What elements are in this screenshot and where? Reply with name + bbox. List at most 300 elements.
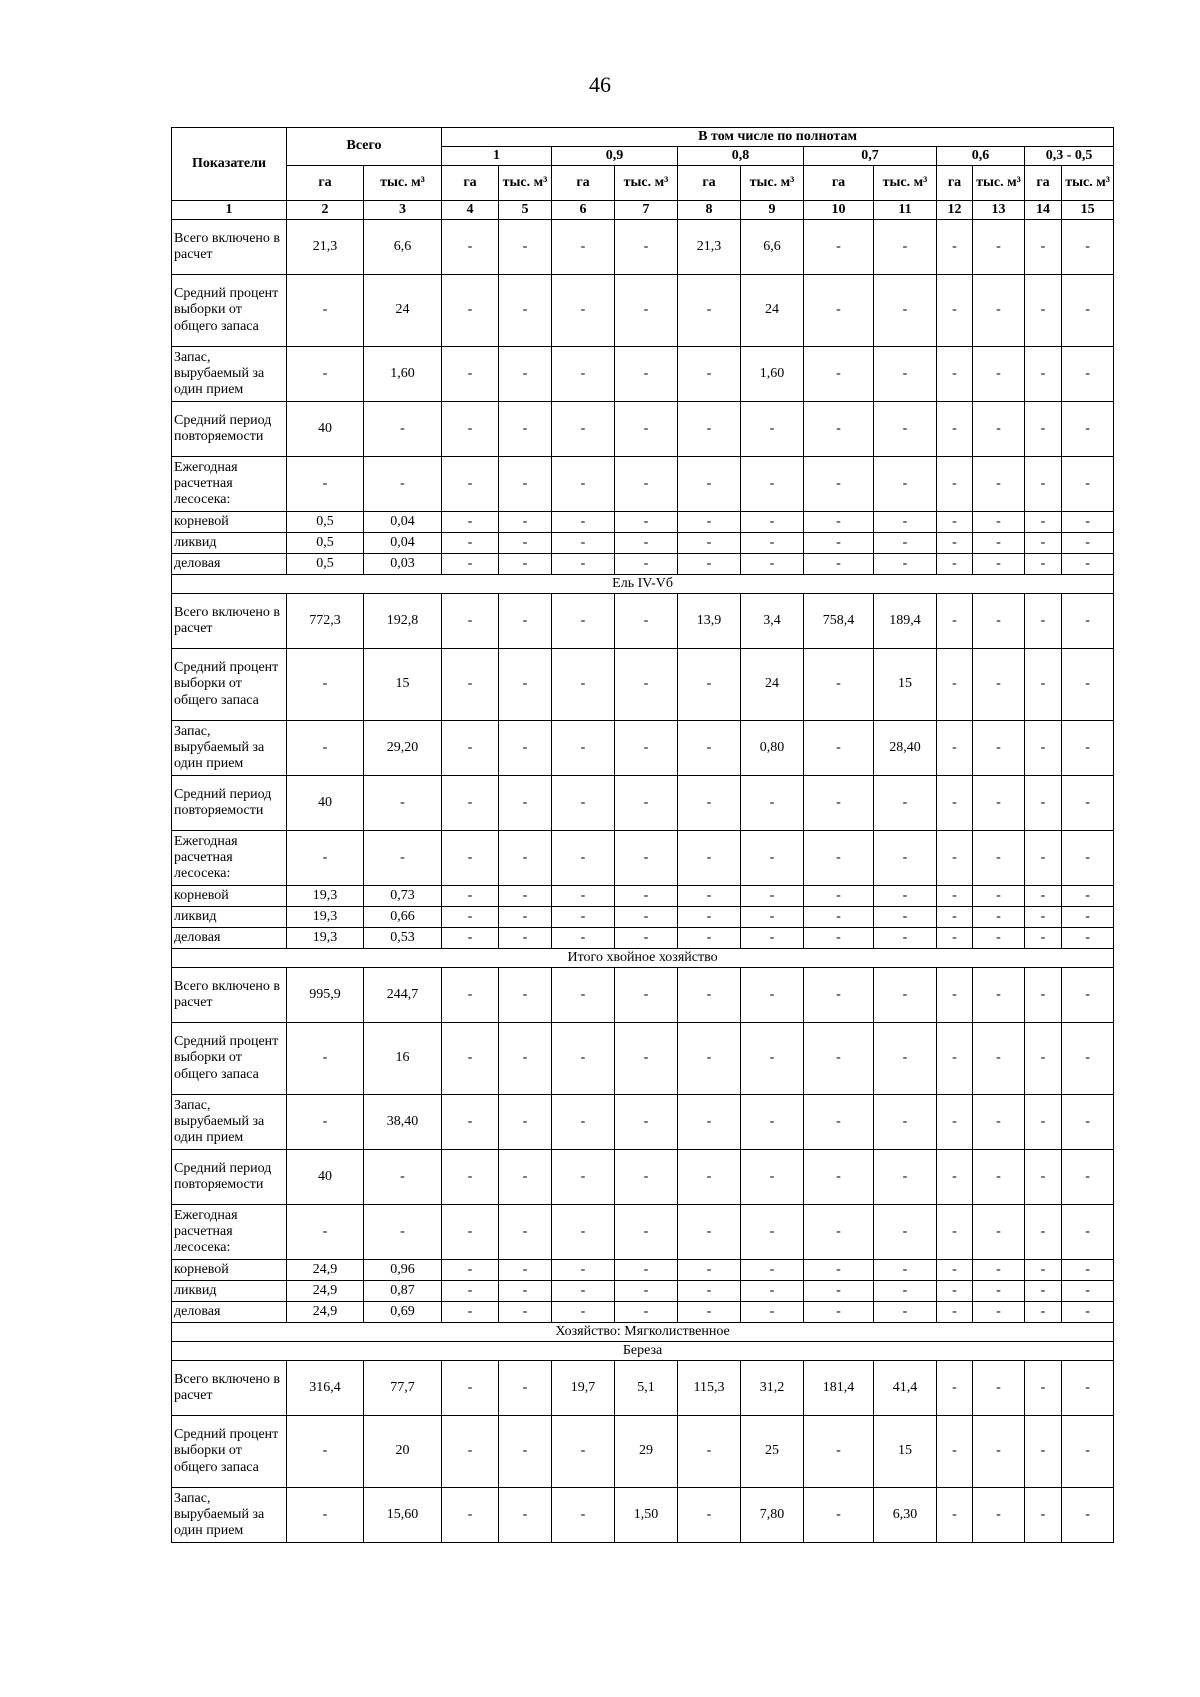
table-cell: -: [937, 831, 973, 886]
table-cell: -: [287, 831, 364, 886]
table-cell: -: [442, 721, 499, 776]
table-cell: 316,4: [287, 1361, 364, 1416]
table-cell: -: [615, 1150, 678, 1205]
table-cell: -: [442, 220, 499, 275]
table-cell: -: [552, 554, 615, 575]
row-label: деловая: [172, 1302, 287, 1323]
section-row: [172, 1323, 1114, 1342]
table-cell: 19,3: [287, 928, 364, 949]
table-row: [172, 968, 1114, 1023]
table-cell: -: [1025, 831, 1062, 886]
table-cell: 24,9: [287, 1302, 364, 1323]
header-total: Всего: [287, 128, 442, 166]
table-cell: 29: [615, 1416, 678, 1488]
table-cell: -: [1025, 594, 1062, 649]
header-density-0-6: 0,6: [937, 147, 1025, 166]
table-cell: -: [874, 831, 937, 886]
table-cell: -: [287, 649, 364, 721]
row-label: ликвид: [172, 533, 287, 554]
table-cell: -: [678, 1023, 741, 1095]
table-cell: -: [741, 1205, 804, 1260]
table-cell: -: [552, 831, 615, 886]
table-cell: 40: [287, 402, 364, 457]
row-label: Всего включено в расчет: [172, 968, 287, 1023]
table-cell: -: [804, 1416, 874, 1488]
table-cell: -: [1025, 1361, 1062, 1416]
table-cell: -: [874, 1023, 937, 1095]
table-cell: -: [1025, 1023, 1062, 1095]
row-label: Средний период повторяемости: [172, 1150, 287, 1205]
header-unit-ha: га: [1025, 166, 1062, 201]
table-cell: 1,60: [364, 347, 442, 402]
table-cell: -: [874, 1302, 937, 1323]
table-cell: -: [678, 347, 741, 402]
table-cell: -: [678, 402, 741, 457]
table-cell: -: [937, 512, 973, 533]
table-cell: 189,4: [874, 594, 937, 649]
table-cell: -: [741, 1302, 804, 1323]
table-row: [172, 721, 1114, 776]
header-column-numbers-row: [172, 201, 1114, 220]
row-label: Запас, вырубаемый за один прием: [172, 1488, 287, 1543]
header-density-0-9: 0,9: [552, 147, 678, 166]
row-label: Средний период повторяемости: [172, 776, 287, 831]
table-cell: 0,96: [364, 1260, 442, 1281]
table-cell: -: [937, 347, 973, 402]
header-unit-ha: га: [678, 166, 741, 201]
table-cell: -: [552, 1302, 615, 1323]
table-cell: -: [287, 1023, 364, 1095]
table-cell: -: [1062, 220, 1114, 275]
table-cell: -: [874, 1095, 937, 1150]
table-cell: -: [364, 1205, 442, 1260]
header-column-number: 3: [364, 201, 442, 220]
table-cell: -: [874, 1205, 937, 1260]
table-cell: -: [937, 1150, 973, 1205]
table-cell: -: [1025, 907, 1062, 928]
table-cell: -: [678, 554, 741, 575]
table-cell: 0,5: [287, 554, 364, 575]
row-label: Средний процент выборки от общего запаса: [172, 275, 287, 347]
table-cell: -: [499, 649, 552, 721]
table-cell: -: [1062, 457, 1114, 512]
table-cell: -: [973, 402, 1025, 457]
table-cell: -: [937, 533, 973, 554]
table-cell: -: [741, 928, 804, 949]
header-by-density: В том числе по полнотам: [442, 128, 1114, 147]
table-cell: -: [442, 907, 499, 928]
table-cell: -: [287, 347, 364, 402]
table-cell: -: [552, 1205, 615, 1260]
table-cell: 6,6: [741, 220, 804, 275]
table-cell: 24: [741, 649, 804, 721]
table-cell: -: [804, 457, 874, 512]
table-cell: -: [973, 776, 1025, 831]
table-cell: -: [973, 1023, 1025, 1095]
table-cell: -: [741, 907, 804, 928]
table-cell: -: [741, 554, 804, 575]
section-row: [172, 949, 1114, 968]
table-cell: -: [552, 402, 615, 457]
table-cell: -: [442, 347, 499, 402]
table-cell: -: [552, 968, 615, 1023]
table-cell: 19,7: [552, 1361, 615, 1416]
table-cell: -: [874, 886, 937, 907]
table-cell: -: [615, 457, 678, 512]
table-cell: -: [1025, 1416, 1062, 1488]
table-cell: -: [973, 533, 1025, 554]
table-row: [172, 1416, 1114, 1488]
table-row: [172, 275, 1114, 347]
table-cell: -: [615, 594, 678, 649]
table-row: [172, 220, 1114, 275]
table-cell: -: [937, 776, 973, 831]
table-cell: 6,6: [364, 220, 442, 275]
section-title: Ель IV-Vб: [172, 575, 1114, 594]
row-label: деловая: [172, 554, 287, 575]
table-header: [172, 128, 1114, 220]
table-cell: -: [678, 1150, 741, 1205]
table-cell: -: [741, 533, 804, 554]
table-cell: 38,40: [364, 1095, 442, 1150]
table-cell: -: [1062, 907, 1114, 928]
table-cell: -: [1062, 1260, 1114, 1281]
table-cell: -: [442, 554, 499, 575]
header-column-number: 2: [287, 201, 364, 220]
table-cell: -: [442, 776, 499, 831]
table-cell: -: [287, 1095, 364, 1150]
table-row: [172, 457, 1114, 512]
table-cell: -: [615, 512, 678, 533]
table-cell: -: [804, 1023, 874, 1095]
table-cell: -: [615, 886, 678, 907]
table-cell: -: [552, 1023, 615, 1095]
table-cell: -: [499, 968, 552, 1023]
table-cell: -: [678, 776, 741, 831]
table-cell: -: [615, 1281, 678, 1302]
table-cell: -: [442, 1095, 499, 1150]
table-cell: -: [615, 831, 678, 886]
table-cell: -: [615, 402, 678, 457]
table-cell: -: [499, 347, 552, 402]
table-cell: -: [499, 1095, 552, 1150]
table-cell: -: [973, 831, 1025, 886]
table-cell: 20: [364, 1416, 442, 1488]
header-unit-ha: га: [937, 166, 973, 201]
row-label: корневой: [172, 886, 287, 907]
table-cell: -: [804, 886, 874, 907]
table-cell: -: [552, 649, 615, 721]
table-cell: -: [1062, 554, 1114, 575]
table-cell: 0,73: [364, 886, 442, 907]
table-cell: -: [678, 907, 741, 928]
table-cell: 181,4: [804, 1361, 874, 1416]
table-cell: -: [552, 1260, 615, 1281]
row-label: Всего включено в расчет: [172, 594, 287, 649]
table-cell: -: [937, 968, 973, 1023]
table-cell: -: [552, 907, 615, 928]
table-cell: 77,7: [364, 1361, 442, 1416]
table-cell: -: [615, 1023, 678, 1095]
table-cell: -: [678, 886, 741, 907]
table-cell: -: [615, 554, 678, 575]
table-cell: -: [678, 512, 741, 533]
table-cell: -: [1062, 347, 1114, 402]
table-cell: -: [552, 886, 615, 907]
table-cell: 19,3: [287, 907, 364, 928]
table-cell: -: [552, 457, 615, 512]
table-cell: -: [442, 1205, 499, 1260]
table-cell: -: [804, 347, 874, 402]
header-column-number: 7: [615, 201, 678, 220]
table-row: [172, 1023, 1114, 1095]
table-cell: -: [1025, 457, 1062, 512]
table-cell: -: [678, 928, 741, 949]
row-label: Запас, вырубаемый за один прием: [172, 347, 287, 402]
table-cell: -: [804, 1488, 874, 1543]
table-cell: -: [937, 1281, 973, 1302]
table-cell: -: [442, 1260, 499, 1281]
table-cell: 0,66: [364, 907, 442, 928]
table-cell: 24: [364, 275, 442, 347]
table-cell: -: [615, 649, 678, 721]
table-cell: -: [804, 831, 874, 886]
header-column-number: 1: [172, 201, 287, 220]
table-cell: -: [1025, 1488, 1062, 1543]
header-unit-thousand-m3: тыс. м³: [973, 166, 1025, 201]
table-cell: -: [741, 1150, 804, 1205]
table-cell: -: [552, 275, 615, 347]
table-cell: -: [1062, 721, 1114, 776]
table-cell: -: [874, 402, 937, 457]
table-cell: -: [499, 533, 552, 554]
row-label: Ежегодная расчетная лесосека:: [172, 831, 287, 886]
table-cell: -: [1025, 275, 1062, 347]
table-cell: -: [499, 275, 552, 347]
table-cell: -: [1025, 402, 1062, 457]
table-cell: -: [1062, 1205, 1114, 1260]
table-cell: -: [741, 457, 804, 512]
header-column-number: 9: [741, 201, 804, 220]
table-cell: -: [804, 1205, 874, 1260]
table-cell: -: [1062, 533, 1114, 554]
table-cell: -: [499, 457, 552, 512]
table-cell: 40: [287, 776, 364, 831]
table-cell: -: [1025, 721, 1062, 776]
table-cell: -: [874, 1281, 937, 1302]
table-cell: -: [874, 1260, 937, 1281]
header-column-number: 11: [874, 201, 937, 220]
table-cell: -: [1025, 533, 1062, 554]
table-row: [172, 1205, 1114, 1260]
table-cell: -: [937, 649, 973, 721]
header-column-number: 6: [552, 201, 615, 220]
table-cell: -: [1062, 1361, 1114, 1416]
row-label: Всего включено в расчет: [172, 1361, 287, 1416]
table-cell: -: [615, 721, 678, 776]
table-cell: -: [364, 1150, 442, 1205]
table-cell: -: [804, 220, 874, 275]
table-row: [172, 594, 1114, 649]
table-cell: -: [874, 968, 937, 1023]
table-row: [172, 1150, 1114, 1205]
table-cell: 25: [741, 1416, 804, 1488]
table-cell: -: [287, 1416, 364, 1488]
header-column-number: 14: [1025, 201, 1062, 220]
table-cell: -: [678, 1302, 741, 1323]
table-cell: -: [499, 402, 552, 457]
table-cell: 24,9: [287, 1281, 364, 1302]
table-cell: -: [442, 649, 499, 721]
table-cell: 0,04: [364, 512, 442, 533]
table-cell: 21,3: [287, 220, 364, 275]
row-label: деловая: [172, 928, 287, 949]
table-cell: -: [804, 533, 874, 554]
row-label: Всего включено в расчет: [172, 220, 287, 275]
table-cell: 21,3: [678, 220, 741, 275]
table-cell: -: [442, 512, 499, 533]
table-cell: -: [741, 1281, 804, 1302]
table-cell: -: [678, 968, 741, 1023]
table-cell: -: [973, 649, 1025, 721]
table-cell: -: [1025, 1150, 1062, 1205]
table-cell: -: [499, 554, 552, 575]
table-cell: -: [973, 347, 1025, 402]
table-cell: -: [937, 275, 973, 347]
section-title: Итого хвойное хозяйство: [172, 949, 1114, 968]
section-row: [172, 1342, 1114, 1361]
table-cell: -: [937, 1361, 973, 1416]
table-cell: -: [552, 1416, 615, 1488]
table-cell: -: [442, 275, 499, 347]
table-cell: 24: [741, 275, 804, 347]
table-cell: -: [442, 402, 499, 457]
table-cell: -: [1062, 886, 1114, 907]
table-row: [172, 1281, 1114, 1302]
table-cell: -: [615, 1205, 678, 1260]
table-cell: -: [804, 649, 874, 721]
table-cell: -: [442, 1150, 499, 1205]
table-cell: -: [615, 533, 678, 554]
table-row: [172, 776, 1114, 831]
table-cell: 772,3: [287, 594, 364, 649]
table-row: [172, 928, 1114, 949]
table-cell: -: [874, 275, 937, 347]
table-cell: -: [499, 1281, 552, 1302]
table-cell: -: [937, 1205, 973, 1260]
header-column-number: 8: [678, 201, 741, 220]
table-cell: -: [499, 220, 552, 275]
table-cell: -: [937, 721, 973, 776]
table-cell: -: [973, 594, 1025, 649]
table-cell: -: [552, 721, 615, 776]
table-row: [172, 831, 1114, 886]
table-cell: -: [973, 1361, 1025, 1416]
table-cell: 28,40: [874, 721, 937, 776]
header-unit-thousand-m3: тыс. м³: [499, 166, 552, 201]
table-cell: -: [973, 886, 1025, 907]
table-cell: -: [804, 1281, 874, 1302]
table-cell: -: [874, 347, 937, 402]
table-cell: -: [1062, 1416, 1114, 1488]
table-cell: -: [287, 457, 364, 512]
table-cell: -: [552, 1281, 615, 1302]
table-cell: -: [937, 1023, 973, 1095]
table-cell: -: [615, 1095, 678, 1150]
table-cell: 0,69: [364, 1302, 442, 1323]
table-cell: 16: [364, 1023, 442, 1095]
table-cell: -: [442, 457, 499, 512]
table-cell: -: [287, 1488, 364, 1543]
table-cell: -: [1062, 928, 1114, 949]
table-cell: -: [442, 968, 499, 1023]
table-cell: -: [937, 457, 973, 512]
table-cell: -: [973, 457, 1025, 512]
header-density-0-8: 0,8: [678, 147, 804, 166]
table-cell: -: [499, 1416, 552, 1488]
table-cell: -: [615, 776, 678, 831]
table-cell: -: [937, 1095, 973, 1150]
table-cell: -: [287, 275, 364, 347]
table-cell: -: [615, 928, 678, 949]
table-cell: -: [499, 886, 552, 907]
header-unit-ha: га: [287, 166, 364, 201]
table-cell: -: [1025, 1281, 1062, 1302]
section-row: [172, 575, 1114, 594]
table-cell: -: [741, 512, 804, 533]
table-cell: -: [874, 554, 937, 575]
table-cell: -: [1062, 1095, 1114, 1150]
table-cell: -: [804, 1150, 874, 1205]
table-cell: -: [1062, 1150, 1114, 1205]
table-cell: -: [678, 533, 741, 554]
table-cell: -: [499, 776, 552, 831]
table-cell: -: [499, 1260, 552, 1281]
row-label: ликвид: [172, 907, 287, 928]
table-cell: -: [499, 1488, 552, 1543]
table-row: [172, 533, 1114, 554]
table-cell: 995,9: [287, 968, 364, 1023]
table-cell: -: [678, 831, 741, 886]
table-cell: -: [741, 831, 804, 886]
header-unit-ha: га: [442, 166, 499, 201]
table-cell: -: [1062, 275, 1114, 347]
row-label: Ежегодная расчетная лесосека:: [172, 1205, 287, 1260]
row-label: Запас, вырубаемый за один прием: [172, 1095, 287, 1150]
table-cell: -: [615, 220, 678, 275]
table-cell: -: [973, 1150, 1025, 1205]
table-cell: -: [364, 457, 442, 512]
table-cell: -: [973, 1095, 1025, 1150]
row-label: Средний период повторяемости: [172, 402, 287, 457]
table-cell: -: [874, 220, 937, 275]
table-cell: -: [874, 533, 937, 554]
table-cell: -: [499, 831, 552, 886]
table-cell: 7,80: [741, 1488, 804, 1543]
table-cell: -: [442, 1488, 499, 1543]
table-cell: -: [973, 907, 1025, 928]
table-cell: -: [1062, 1302, 1114, 1323]
table-cell: -: [973, 1488, 1025, 1543]
table-cell: -: [1025, 347, 1062, 402]
header-unit-thousand-m3: тыс. м³: [615, 166, 678, 201]
row-label: ликвид: [172, 1281, 287, 1302]
table-cell: -: [442, 1302, 499, 1323]
table-cell: -: [615, 907, 678, 928]
table-cell: -: [552, 533, 615, 554]
header-density-0-3-0-5: 0,3 - 0,5: [1025, 147, 1114, 166]
table-cell: -: [364, 776, 442, 831]
